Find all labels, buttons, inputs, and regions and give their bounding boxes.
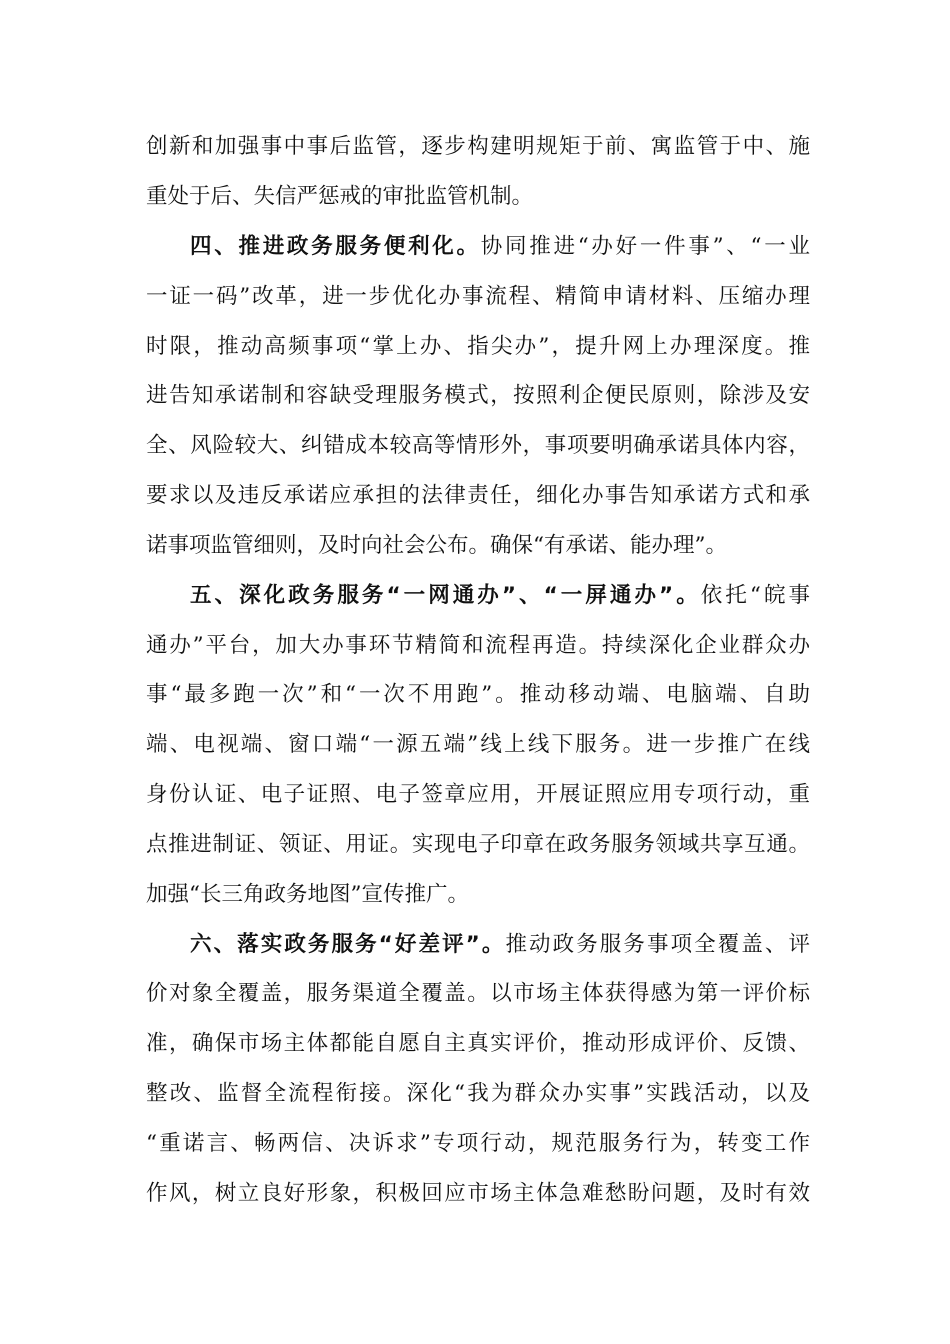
text-run: 一证一码”改革，进一步优化办事流程、精简申请材料、压缩办理 — [146, 284, 810, 309]
body-text-line — [146, 426, 810, 466]
text-run: 要求以及违反承诺应承担的法律责任，细化办事告知承诺方式和承 — [146, 483, 810, 508]
section-six-first-line — [190, 925, 810, 965]
body-text-line — [146, 1024, 810, 1064]
body-text-line — [146, 1074, 810, 1114]
body-text-line — [146, 127, 810, 167]
body-text-line — [146, 526, 810, 566]
body-text-line — [146, 725, 810, 765]
text-run: 重处于后、失信严惩戒的审批监管机制。 — [146, 184, 534, 209]
body-text-line — [146, 376, 810, 416]
text-run: 作风，树立良好形象，积极回应市场主体急难愁盼问题，及时有效 — [146, 1181, 810, 1206]
text-run: “重诺言、畅两信、决诉求”专项行动，规范服务行为，转变工作 — [146, 1131, 810, 1156]
text-run: 进告知承诺制和容缺受理服务模式，按照利企便民原则，除涉及安 — [146, 383, 810, 408]
text-run: 推动政务服务事项全覆盖、评 — [505, 932, 810, 957]
text-run: 端、电视端、窗口端“一源五端”线上线下服务。进一步推广在线 — [146, 732, 810, 757]
section-five-first-line — [190, 576, 810, 616]
body-text-line — [146, 775, 810, 815]
text-run: 时限，推动高频事项“掌上办、指尖办”，提升网上办理深度。推 — [146, 334, 810, 359]
text-run: 整改、监督全流程衔接。深化“我为群众办实事”实践活动，以及 — [146, 1081, 810, 1106]
body-text-line — [146, 277, 810, 317]
body-text-line — [146, 177, 810, 217]
text-run: 准，确保市场主体都能自愿自主真实评价，推动形成评价、反馈、 — [146, 1031, 810, 1056]
text-run: 事“最多跑一次”和“一次不用跑”。推动移动端、电脑端、自助 — [146, 682, 810, 707]
text-run: 全、风险较大、纠错成本较高等情形外，事项要明确承诺具体内容， — [146, 433, 810, 458]
text-run: 创新和加强事中事后监管，逐步构建明规矩于前、寓监管于中、施 — [146, 134, 810, 159]
text-run: 价对象全覆盖，服务渠道全覆盖。以市场主体获得感为第一评价标 — [146, 981, 810, 1006]
text-run: 依托“皖事 — [700, 583, 810, 608]
body-text-line — [146, 974, 810, 1014]
body-text-line — [146, 1124, 810, 1164]
section-four-first-line — [190, 227, 810, 267]
body-text-line — [146, 327, 810, 367]
section-heading: 五、深化政务服务“一网通办”、“一屏通办”。 — [190, 583, 701, 608]
text-run: 点推进制证、领证、用证。实现电子印章在政务服务领域共享互通。 — [146, 832, 810, 857]
text-run: 诺事项监管细则，及时向社会公布。确保“有承诺、能办理”。 — [146, 533, 727, 558]
text-run: 通办”平台，加大办事环节精简和流程再造。持续深化企业群众办 — [146, 633, 810, 658]
text-run: 身份认证、电子证照、电子签章应用，开展证照应用专项行动，重 — [146, 782, 810, 807]
section-heading: 四、推进政务服务便利化。 — [190, 234, 481, 259]
body-text-line — [146, 825, 810, 865]
text-run: 协同推进“办好一件事”、“一业 — [480, 234, 810, 259]
body-text-line — [146, 626, 810, 666]
body-text-line — [146, 875, 810, 915]
body-text-line — [146, 1174, 810, 1214]
text-run: 加强“长三角政务地图”宣传推广。 — [146, 882, 469, 907]
section-heading: 六、落实政务服务“好差评”。 — [190, 932, 506, 957]
body-text-line — [146, 675, 810, 715]
body-text-line — [146, 476, 810, 516]
